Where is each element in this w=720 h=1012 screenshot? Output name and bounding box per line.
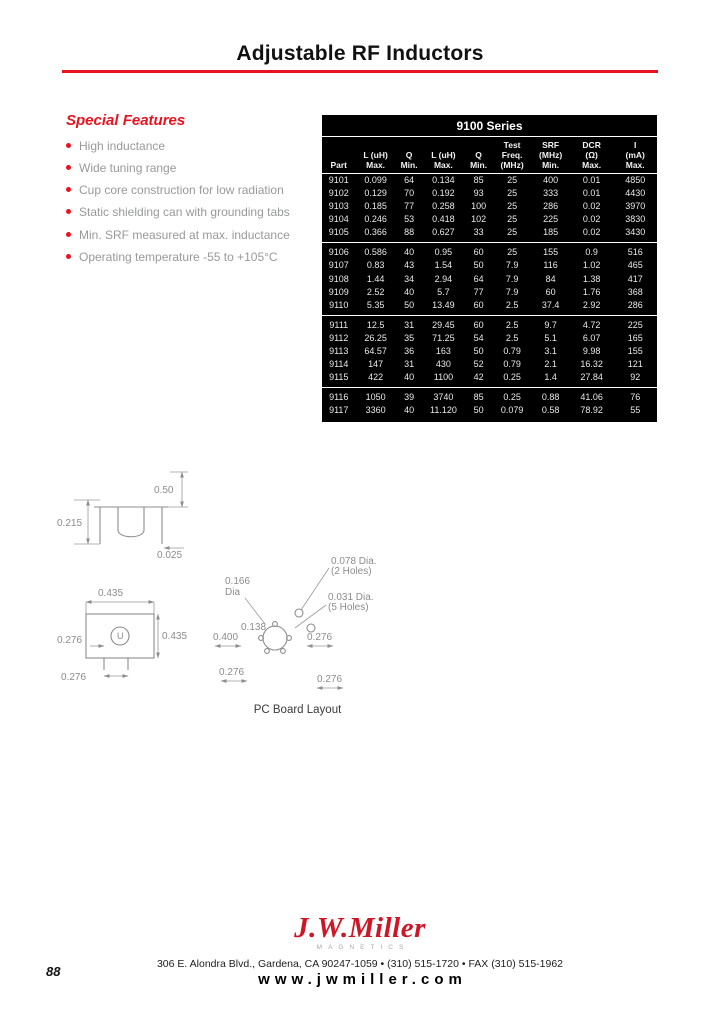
column-header: L (uH) Max.: [422, 137, 464, 173]
table-cell: 225: [543, 214, 559, 225]
table-cell: 286: [627, 299, 643, 310]
page-title: Adjustable RF Inductors: [236, 42, 484, 65]
table-cell: 53: [404, 214, 415, 225]
table-cell: 39: [396, 388, 423, 404]
pcb-holes5-count: (5 Holes): [328, 602, 369, 613]
table-cell: 1.44: [366, 273, 385, 284]
table-cell: 7.9: [505, 260, 519, 271]
table-cell: 9108: [328, 273, 349, 284]
table-row: [322, 332, 657, 345]
table-cell: 147: [368, 359, 384, 370]
table-cell: 0.83: [366, 260, 385, 271]
table-cell: 0.02: [582, 214, 601, 225]
dim-body-label: 0.215: [57, 518, 83, 529]
table-cell: 0.129: [364, 187, 387, 198]
table-cell: 40: [396, 243, 423, 259]
table-cell: 92: [630, 372, 641, 383]
table-cell: 77: [473, 286, 484, 297]
table-cell: 64.57: [364, 346, 387, 357]
column-header: Part: [322, 137, 356, 173]
table-cell: 333: [543, 187, 559, 198]
table-cell: 400: [543, 174, 559, 185]
pcb-dim-width: 0.400: [213, 632, 239, 643]
table-cell: 26.25: [364, 332, 387, 343]
table-cell: 52: [473, 359, 484, 370]
table-cell: 9109: [328, 286, 349, 297]
table-cell: 121: [627, 359, 643, 370]
table-cell: 9112: [329, 332, 349, 343]
table-cell: 0.418: [432, 214, 455, 225]
table-cell: 0.02: [582, 201, 601, 212]
table-cell: 422: [368, 372, 384, 383]
table-cell: 1050: [356, 388, 396, 404]
table-cell: 9.98: [582, 346, 601, 357]
dim-bottom-label: 0.276: [61, 672, 87, 683]
table-cell: 0.9: [570, 243, 614, 259]
table-cell: 3.1: [544, 346, 557, 357]
table-cell: 50: [473, 405, 484, 416]
feature-item: [66, 228, 298, 242]
table-cell: 0.246: [364, 214, 387, 225]
table-cell: 3970: [625, 201, 646, 212]
table-cell: 516: [613, 243, 657, 259]
table-title: 9100 Series: [322, 115, 657, 137]
feature-text: Static shielding can with grounding tabs: [79, 205, 290, 220]
table-cell: 37.4: [541, 299, 560, 310]
column-header: I (mA) Max.: [613, 137, 657, 173]
table-cell: 12.5: [356, 315, 396, 331]
table-row: [322, 187, 657, 200]
table-cell: 25: [507, 174, 518, 185]
table-cell: 25: [493, 243, 532, 259]
table-cell: 9117: [329, 405, 349, 416]
table-cell: 0.88: [531, 388, 570, 404]
side-view-shape: [94, 507, 168, 544]
table-cell: 76: [613, 388, 657, 404]
table-cell: 64: [473, 273, 484, 284]
table-cell: 64: [404, 174, 415, 185]
table-cell: 77: [404, 201, 415, 212]
table-cell: 0.01: [582, 187, 601, 198]
table-row: [322, 272, 657, 285]
table-cell: 60: [545, 286, 556, 297]
table-row: [322, 315, 657, 331]
table-cell: 43: [404, 260, 415, 271]
table-cell: 31: [404, 359, 415, 370]
table-row: [322, 226, 657, 242]
table-cell: 0.192: [432, 187, 455, 198]
table-cell: 3430: [625, 227, 646, 238]
table-cell: 0.79: [503, 346, 521, 357]
table-cell: 417: [627, 273, 643, 284]
feature-item: [66, 183, 298, 197]
table-cell: 33: [473, 227, 484, 238]
table-cell: 368: [627, 286, 643, 297]
table-row: [322, 200, 657, 213]
pcb-holes2-label: 0.078 Dia.: [331, 556, 377, 567]
table-cell: 0.134: [432, 174, 455, 185]
pcb-layout-diagram: [205, 550, 390, 700]
company-website: www.jwmiller.com: [258, 971, 467, 988]
table-row: [322, 243, 657, 259]
feature-item: [66, 139, 298, 153]
table-cell: 9107: [328, 260, 349, 271]
table-cell: 4850: [625, 174, 646, 185]
table-cell: 84: [545, 273, 556, 284]
table-cell: 2.5: [505, 332, 519, 343]
dim-height-label: 0.50: [154, 485, 174, 496]
table-cell: 0.185: [364, 201, 387, 212]
table-cell: 1.02: [582, 260, 601, 271]
table-cell: 0.01: [582, 174, 601, 185]
column-header: Test Freq. (MHz): [493, 137, 532, 173]
table-cell: 155: [627, 346, 643, 357]
table-cell: 3740: [422, 388, 464, 404]
feature-item: [66, 205, 298, 219]
table-cell: 88: [404, 227, 415, 238]
column-header: SRF (MHz) Min.: [531, 137, 570, 173]
table-cell: 25: [507, 227, 518, 238]
features-heading: Special Features: [66, 112, 186, 129]
table-cell: 7.9: [505, 273, 519, 284]
table-cell: 1.38: [582, 273, 601, 284]
dim-width-label: 0.435: [98, 588, 124, 599]
table-cell: 0.95: [422, 243, 464, 259]
table-cell: 25: [507, 187, 518, 198]
column-header: Q Min.: [396, 137, 423, 173]
table-cell: 0.627: [432, 227, 455, 238]
table-cell: 9105: [328, 227, 349, 238]
ul-mark-letter: U: [117, 631, 124, 641]
table-cell: 93: [473, 187, 484, 198]
table-cell: 4.72: [570, 315, 614, 331]
table-cell: 5.35: [366, 299, 385, 310]
table-cell: 2.1: [544, 359, 557, 370]
table-cell: 16.32: [580, 359, 603, 370]
company-logo: J.W.Miller: [294, 912, 426, 944]
spec-table-table: [322, 137, 657, 420]
table-cell: 102: [471, 214, 487, 225]
table-cell: 25: [507, 214, 518, 225]
table-cell: 100: [471, 201, 487, 212]
dim-lead-label: 0.025: [157, 550, 183, 561]
table-cell: 5.7: [437, 286, 450, 297]
column-header: L (uH) Max.: [356, 137, 396, 173]
table-cell: 55: [630, 405, 641, 416]
title-rule: [62, 70, 658, 73]
feature-text: Min. SRF measured at max. inductance: [79, 227, 290, 242]
table-row: [322, 286, 657, 299]
spec-table: [322, 115, 657, 422]
table-cell: 36: [404, 346, 415, 357]
pcb-caption: PC Board Layout: [253, 704, 342, 716]
table-cell: 430: [435, 359, 451, 370]
table-cell: 2.5: [493, 315, 532, 331]
table-cell: 25: [507, 201, 518, 212]
feature-text: High inductance: [79, 139, 166, 153]
table-header-row: [322, 137, 657, 173]
bullet-icon: [66, 209, 71, 214]
table-cell: 4430: [625, 187, 646, 198]
table-cell: 2.52: [366, 286, 385, 297]
table-row: [322, 358, 657, 371]
table-cell: 0.25: [503, 372, 521, 383]
table-cell: 13.49: [432, 299, 455, 310]
features-list: [66, 139, 298, 264]
table-cell: 465: [627, 260, 643, 271]
front-view-diagram: [56, 578, 206, 696]
table-cell: 27.84: [580, 372, 603, 383]
pcb-dim-bottom-left: 0.276: [219, 667, 245, 678]
table-cell: 185: [543, 227, 559, 238]
page-number: 88: [46, 964, 61, 979]
table-cell: 54: [473, 332, 484, 343]
table-row: [322, 173, 657, 187]
table-cell: 9106: [322, 243, 356, 259]
table-cell: 34: [404, 273, 415, 284]
table-cell: 40: [404, 405, 415, 416]
table-cell: 31: [396, 315, 423, 331]
side-view-diagram: [56, 452, 206, 564]
feature-text: Cup core construction for low radiation: [79, 183, 284, 198]
table-cell: 0.02: [582, 227, 601, 238]
special-features-section: [66, 112, 298, 272]
table-cell: 0.25: [493, 388, 532, 404]
table-cell: 225: [613, 315, 657, 331]
pcb-dim-inner: 0.138: [241, 622, 267, 633]
table-cell: 6.07: [582, 332, 601, 343]
table-cell: 155: [531, 243, 570, 259]
table-cell: 42: [473, 372, 484, 383]
table-cell: 2.92: [582, 299, 601, 310]
feature-text: Operating temperature -55 to +105°C: [79, 249, 278, 264]
table-cell: 1.54: [434, 260, 453, 271]
table-cell: 71.25: [432, 332, 455, 343]
table-row: [322, 345, 657, 358]
table-cell: 0.099: [364, 174, 387, 185]
pcb-holes2-count: (2 Holes): [331, 566, 372, 577]
table-cell: 9114: [329, 359, 349, 370]
table-cell: 9113: [329, 346, 349, 357]
table-cell: 9110: [329, 299, 349, 310]
company-address: 306 E. Alondra Blvd., Gardena, CA 90247-1059 • (310) 515-1720 • FAX (310) 515-1962: [156, 958, 564, 970]
table-cell: 50: [404, 299, 415, 310]
table-cell: 40: [404, 372, 415, 383]
table-cell: 78.92: [580, 405, 603, 416]
pcb-center-dia-unit: Dia: [225, 587, 241, 598]
table-cell: 85: [473, 174, 484, 185]
table-cell: 29.45: [422, 315, 464, 331]
table-cell: 286: [543, 201, 559, 212]
table-cell: 9111: [322, 315, 356, 331]
table-cell: 0.079: [500, 405, 524, 416]
bullet-icon: [66, 165, 71, 170]
column-header: DCR (Ω) Max.: [570, 137, 614, 173]
table-cell: 2.94: [434, 273, 453, 284]
table-cell: 70: [404, 187, 415, 198]
table-cell: 9116: [322, 388, 356, 404]
table-row: [322, 371, 657, 387]
bullet-icon: [66, 254, 71, 259]
table-cell: 9104: [328, 214, 349, 225]
table-cell: 9102: [328, 187, 349, 198]
table-cell: 9115: [329, 372, 349, 383]
table-cell: 0.79: [503, 359, 521, 370]
column-header: Q Min.: [464, 137, 492, 173]
bullet-icon: [66, 232, 71, 237]
table-row: [322, 259, 657, 272]
table-cell: 0.366: [364, 227, 387, 238]
table-cell: 1.76: [582, 286, 601, 297]
table-cell: 2.5: [505, 299, 519, 310]
table-row: [322, 299, 657, 315]
table-cell: 0.586: [356, 243, 396, 259]
table-cell: 3830: [625, 214, 646, 225]
table-cell: 50: [473, 346, 484, 357]
table-cell: 116: [543, 260, 558, 271]
pcb-center-dia-value: 0.166: [225, 576, 251, 587]
table-cell: 85: [464, 388, 492, 404]
table-cell: 0.58: [541, 405, 560, 416]
table-cell: 35: [404, 332, 415, 343]
feature-item: [66, 161, 298, 175]
table-cell: 1100: [433, 372, 454, 383]
table-cell: 165: [627, 332, 643, 343]
dim-height-label: 0.435: [162, 631, 188, 642]
feature-text: Wide tuning range: [79, 161, 177, 176]
table-cell: 9101: [328, 174, 349, 185]
table-cell: 7.9: [505, 286, 519, 297]
table-cell: 60: [473, 299, 484, 310]
table-cell: 60: [464, 315, 492, 331]
feature-item: [66, 250, 298, 264]
table-row: [322, 388, 657, 404]
table-cell: 1.4: [544, 372, 557, 383]
pcb-dim-bottom-right: 0.276: [317, 674, 343, 685]
table-cell: 11.120: [429, 405, 457, 416]
company-logo-subtitle: MAGNETICS: [316, 944, 410, 951]
table-row: [322, 404, 657, 420]
pcb-dim-right: 0.276: [307, 632, 333, 643]
table-cell: 40: [404, 286, 415, 297]
table-cell: 9.7: [531, 315, 570, 331]
pcb-holes5-label: 0.031 Dia.: [328, 592, 374, 603]
bullet-icon: [66, 187, 71, 192]
table-cell: 9103: [328, 201, 349, 212]
table-cell: 41.06: [570, 388, 614, 404]
table-row: [322, 213, 657, 226]
dim-left-label: 0.276: [57, 635, 83, 646]
table-cell: 3360: [365, 405, 386, 416]
table-cell: 60: [464, 243, 492, 259]
table-cell: 163: [435, 346, 451, 357]
bullet-icon: [66, 143, 71, 148]
table-cell: 50: [473, 260, 484, 271]
table-cell: 0.258: [432, 201, 455, 212]
table-cell: 5.1: [544, 332, 557, 343]
